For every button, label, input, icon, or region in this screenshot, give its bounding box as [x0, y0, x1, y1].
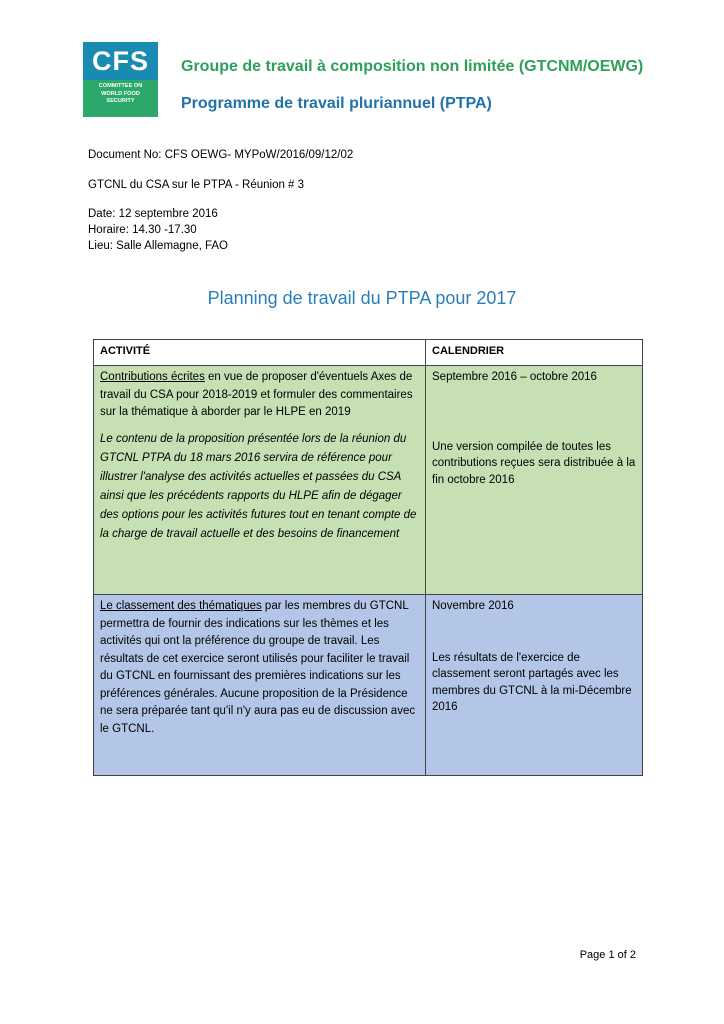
- header-subtitle: Programme de travail pluriannuel (PTPA): [181, 95, 492, 112]
- header-title: Groupe de travail à composition non limitée (GTCNM/OEWG): [181, 58, 644, 75]
- table-row: [94, 366, 643, 595]
- activity-cell: [94, 366, 426, 595]
- activity-cell: [94, 595, 426, 776]
- activity-rest: en vue de proposer d'éventuels Axes de travail du CSA pour 2018-2019 et formuler des commentaires sur la thématique à aborder par le HLPE en 2019: [100, 371, 413, 418]
- table-header-row: [94, 340, 643, 366]
- document-title: Planning de travail du PTPA pour 2017: [207, 288, 517, 308]
- calendar-cell: [426, 595, 643, 776]
- activity-lead: Contributions écrites: [100, 371, 205, 383]
- logo-line-2: WORLD FOOD: [101, 90, 140, 97]
- logo-abbr: CFS: [92, 46, 149, 76]
- cfs-logo: [83, 42, 158, 117]
- activity-rest: par les membres du GTCNL permettra de fournir des indications sur les thèmes et les activités qui ont la préférence du groupe de travail. Les résultats de cet exercice seront utilisés pour faciliter le travail du GTCNL en fournissant des premières indications sur les préférences générales. Aucune proposition de la Présidence ne sera préparée tant qu'il n'y aura pas eu de discussion avec le GTCNL.: [100, 600, 416, 735]
- logo-line-1: COMMITTEE ON: [98, 83, 143, 89]
- calendar-date: Novembre 2016: [432, 600, 514, 612]
- calendar-header: CALENDRIER: [426, 340, 643, 366]
- activity-note: Le contenu de la proposition présentée lors de la réunion du GTCNL PTPA du 18 mars 2016 servira de référence pour illustrer l'analyse des activités actuelles et passées du CSA ainsi que les précédents rapports du HLPE afin de dégager des options pour les activités futures tout en tenant compte de la charge de travail actuelle et des besoins de financement: [100, 432, 417, 540]
- meeting-date: Date: 12 septembre 2016: [88, 208, 218, 220]
- document-number: Document No: CFS OEWG- MYPoW/2016/09/12/02: [88, 149, 354, 161]
- meeting-time: Horaire: 14.30 -17.30: [88, 224, 197, 236]
- activity-text: [100, 598, 419, 738]
- work-plan-table: [93, 339, 643, 776]
- calendar-note: Une version compilée de toutes les contributions reçues sera distribuée à la fin octobre 2016: [432, 440, 636, 486]
- calendar-cell: [426, 366, 643, 595]
- calendar-note: Les résultats de l'exercice de classement seront partagés avec les membres du GTCNL à la mi-Décembre 2016: [432, 651, 632, 713]
- page-number: Page 1 of 2: [579, 949, 636, 961]
- logo-line-3: SECURITY: [106, 98, 135, 104]
- table-row: [94, 595, 643, 776]
- activity-header: ACTIVITÉ: [94, 340, 426, 366]
- calendar-date: Septembre 2016 – octobre 2016: [432, 371, 597, 383]
- activity-lead: Le classement des thématiques: [100, 600, 262, 612]
- meeting-line: GTCNL du CSA sur le PTPA - Réunion # 3: [88, 179, 305, 191]
- logo-tagline: [83, 80, 158, 117]
- activity-text: [100, 369, 419, 422]
- meeting-place: Lieu: Salle Allemagne, FAO: [88, 240, 228, 252]
